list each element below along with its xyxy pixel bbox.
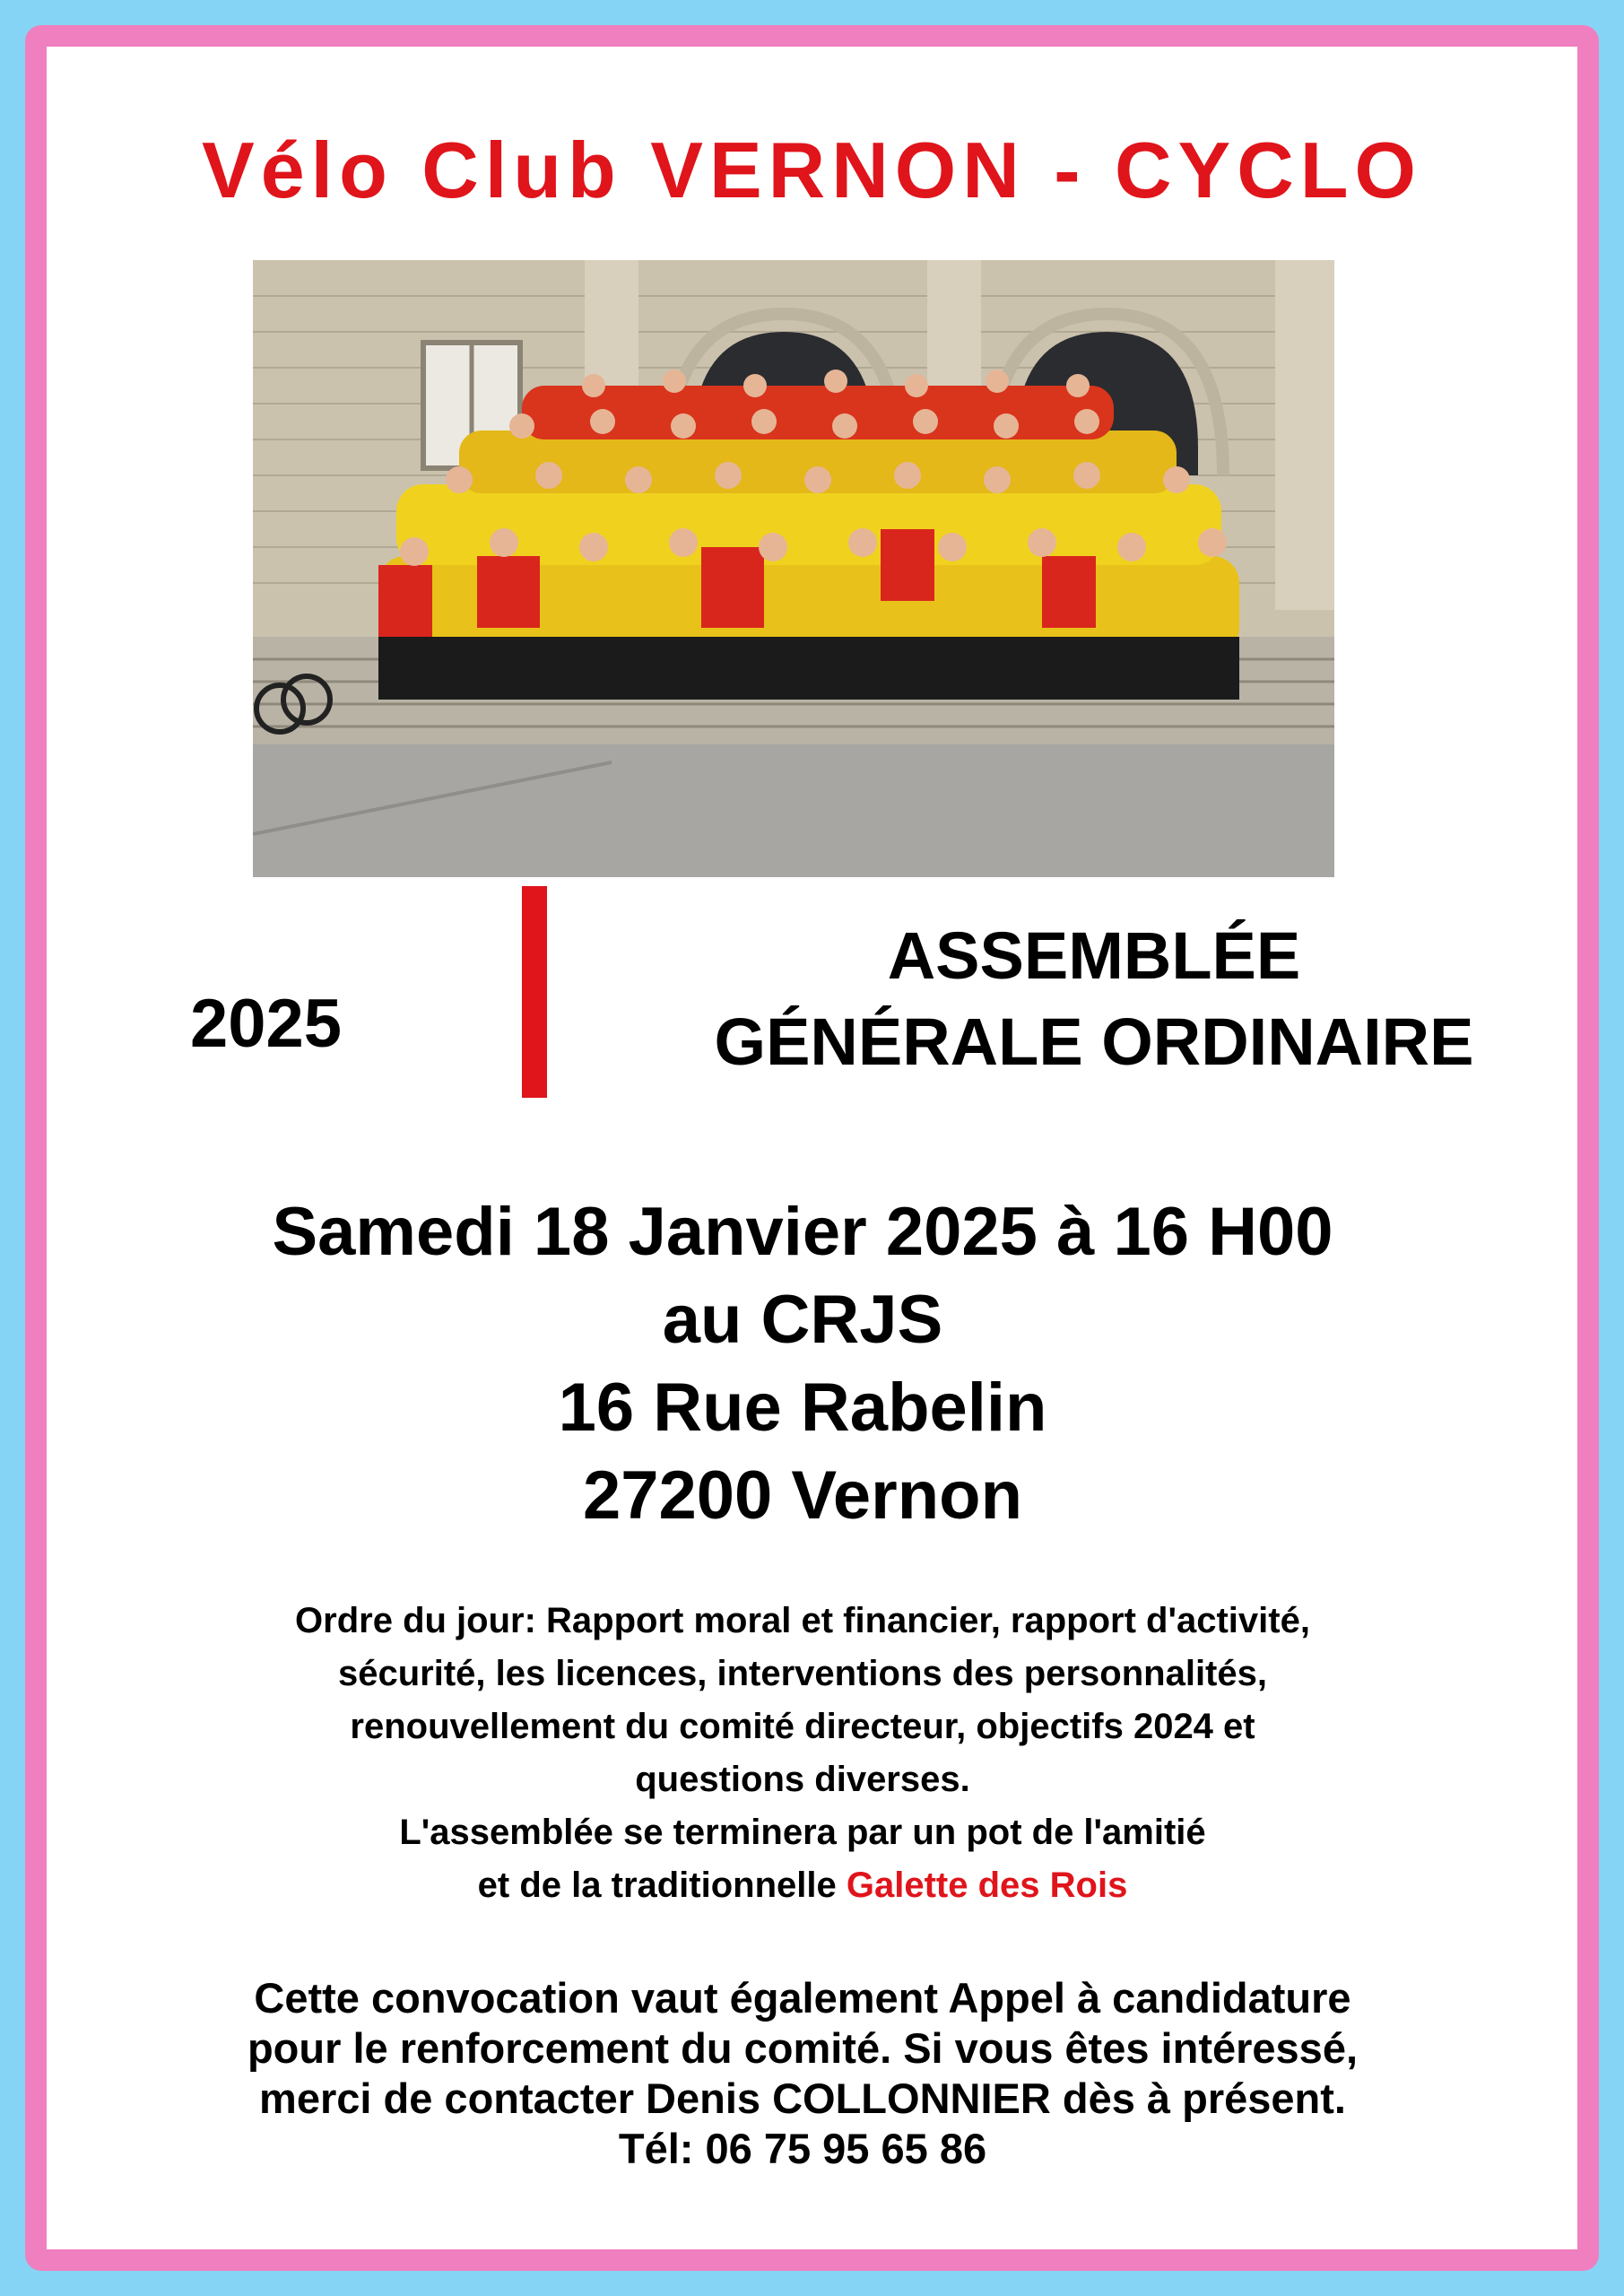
heading-line-2: GÉNÉRALE ORDINAIRE xyxy=(714,1004,1474,1079)
group-photo-icon xyxy=(253,260,1334,877)
agenda-line: questions diverses. xyxy=(635,1760,970,1799)
call-line: pour le renforcement du comité. Si vous êtes intéressé, xyxy=(247,2024,1359,2072)
call-for-candidates xyxy=(0,1973,1605,2174)
agenda-line: renouvellement du comité directeur, objectifs 2024 et xyxy=(350,1707,1255,1746)
event-city: 27200 Vernon xyxy=(582,1457,1023,1534)
meeting-heading xyxy=(646,913,1542,1085)
event-details xyxy=(0,1188,1605,1540)
call-line: Cette convocation vaut également Appel à candidature xyxy=(254,1974,1351,2022)
group-photo xyxy=(253,260,1334,877)
agenda-line: sécurité, les licences, interventions des personnalités, xyxy=(338,1654,1267,1693)
event-date-time: Samedi 18 Janvier 2025 à 16 H00 xyxy=(272,1194,1333,1270)
agenda-line: Ordre du jour: Rapport moral et financier, rapport d'activité, xyxy=(295,1601,1310,1640)
agenda-line: L'assemblée se terminera par un pot de l'amitié xyxy=(399,1813,1206,1852)
event-venue: au CRJS xyxy=(662,1282,943,1358)
call-line: merci de contacter Denis COLLONNIER dès à présent. xyxy=(259,2074,1346,2122)
contact-phone: Tél: 06 75 95 65 86 xyxy=(618,2125,987,2172)
red-divider xyxy=(522,886,547,1098)
agenda-text xyxy=(0,1595,1605,1912)
galette-highlight: Galette des Rois xyxy=(846,1866,1128,1905)
heading-line-1: ASSEMBLÉE xyxy=(887,918,1301,993)
agenda-last-line-prefix: et de la traditionnelle xyxy=(477,1866,847,1905)
event-street: 16 Rue Rabelin xyxy=(558,1370,1047,1446)
club-title: Vélo Club VERNON - CYCLO xyxy=(202,126,1422,214)
meeting-year: 2025 xyxy=(190,986,343,1062)
agenda-last-line xyxy=(0,1859,1605,1912)
